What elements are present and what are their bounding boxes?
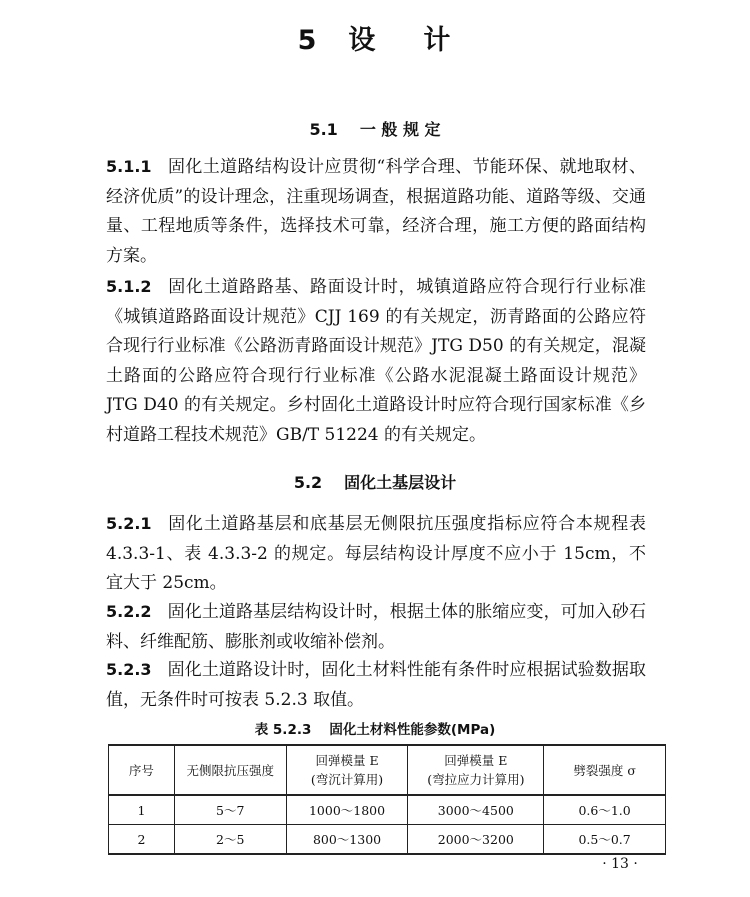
- section-heading-5-1: [0, 117, 750, 140]
- section-number: 5.1: [309, 120, 338, 139]
- table-cell: 2000～3200: [408, 825, 544, 855]
- clause-number: 5.1.2: [106, 277, 152, 296]
- table-cell: 5～7: [174, 795, 286, 825]
- clause-text: 固化土道路基层和底基层无侧限抗压强度指标应符合本规程表 4.3.3-1、表 4.3.3-2 的规定。每层结构设计厚度不应小于 15cm，不宜大于 25cm。: [106, 514, 646, 594]
- chapter-title-char-2: 计: [423, 25, 453, 56]
- table-cell: 2: [109, 825, 175, 855]
- clause-5-1-2: [106, 272, 646, 451]
- section-heading-5-2: [0, 470, 750, 493]
- clause-5-1-1: [106, 152, 646, 271]
- header-cell: 序号: [109, 745, 175, 795]
- clause-text: 固化土道路路基、路面设计时，城镇道路应符合现行行业标准《城镇道路路面设计规范》CJJ 169 的有关规定，沥青路面的公路应符合现行行业标准《公路沥青路面设计规范》JTG D50 的有关规定，混凝土路面的公路应符合现行行业标准《公路水泥混凝土路面设计规范》JTG D40 的有关规定。乡村固化土道路设计时应符合现行国家标准《乡村道路工程技术规范》GB/T 51224 的有关规定。: [106, 277, 646, 445]
- table-cell: 1000～1800: [286, 795, 408, 825]
- table-number: 表 5.2.3: [254, 722, 312, 738]
- clause-5-2-2: [106, 597, 646, 657]
- table-title: 固化土材料性能参数(MPa): [329, 722, 496, 738]
- clause-number: 5.2.3: [106, 660, 152, 679]
- table-header-row: [109, 745, 666, 795]
- section-number: 5.2: [293, 473, 323, 492]
- header-cell: 劈裂强度 σ: [544, 745, 666, 795]
- clause-number: 5.2.2: [106, 602, 152, 621]
- clause-5-2-1: [106, 509, 646, 599]
- chapter-title: [0, 18, 750, 57]
- header-line: (弯沉计算用): [310, 772, 384, 787]
- material-properties-table: [108, 744, 666, 855]
- table-cell: 0.6～1.0: [544, 795, 666, 825]
- clause-number: 5.1.1: [106, 157, 152, 176]
- header-line: 回弹模量 E: [315, 753, 379, 768]
- section-title: 一 般 规 定: [359, 120, 441, 139]
- table-cell: 1: [109, 795, 175, 825]
- section-title: 固化土基层设计: [344, 473, 457, 492]
- clause-text: 固化土道路基层结构设计时，根据土体的胀缩应变，可加入砂石料、纤维配筋、膨胀剂或收缩补偿剂。: [106, 602, 646, 652]
- table-row: [109, 825, 666, 855]
- clause-text: 固化土道路结构设计应贯彻“科学合理、节能环保、就地取材、经济优质”的设计理念，注重现场调查，根据道路功能、道路等级、交通量、工程地质等条件，选择技术可靠，经济合理，施工方便的路面结构方案。: [106, 157, 646, 266]
- header-line: 回弹模量 E: [444, 753, 508, 768]
- table-cell: 2～5: [174, 825, 286, 855]
- table-row: [109, 795, 666, 825]
- clause-5-2-3: [106, 655, 646, 715]
- table-caption: [0, 718, 750, 738]
- table-cell: 800～1300: [286, 825, 408, 855]
- clause-number: 5.2.1: [106, 514, 152, 533]
- chapter-title-char-1: 设: [348, 25, 378, 56]
- header-line: (弯拉应力计算用): [427, 772, 525, 787]
- page-number: · 13 ·: [602, 856, 638, 872]
- table-cell: 3000～4500: [408, 795, 544, 825]
- table-cell: 0.5～0.7: [544, 825, 666, 855]
- chapter-number: 5: [297, 25, 319, 56]
- clause-text: 固化土道路设计时，固化土材料性能有条件时应根据试验数据取值，无条件时可按表 5.2.3 取值。: [106, 660, 646, 710]
- header-cell: [408, 745, 544, 795]
- header-cell: [286, 745, 408, 795]
- header-cell: 无侧限抗压强度: [174, 745, 286, 795]
